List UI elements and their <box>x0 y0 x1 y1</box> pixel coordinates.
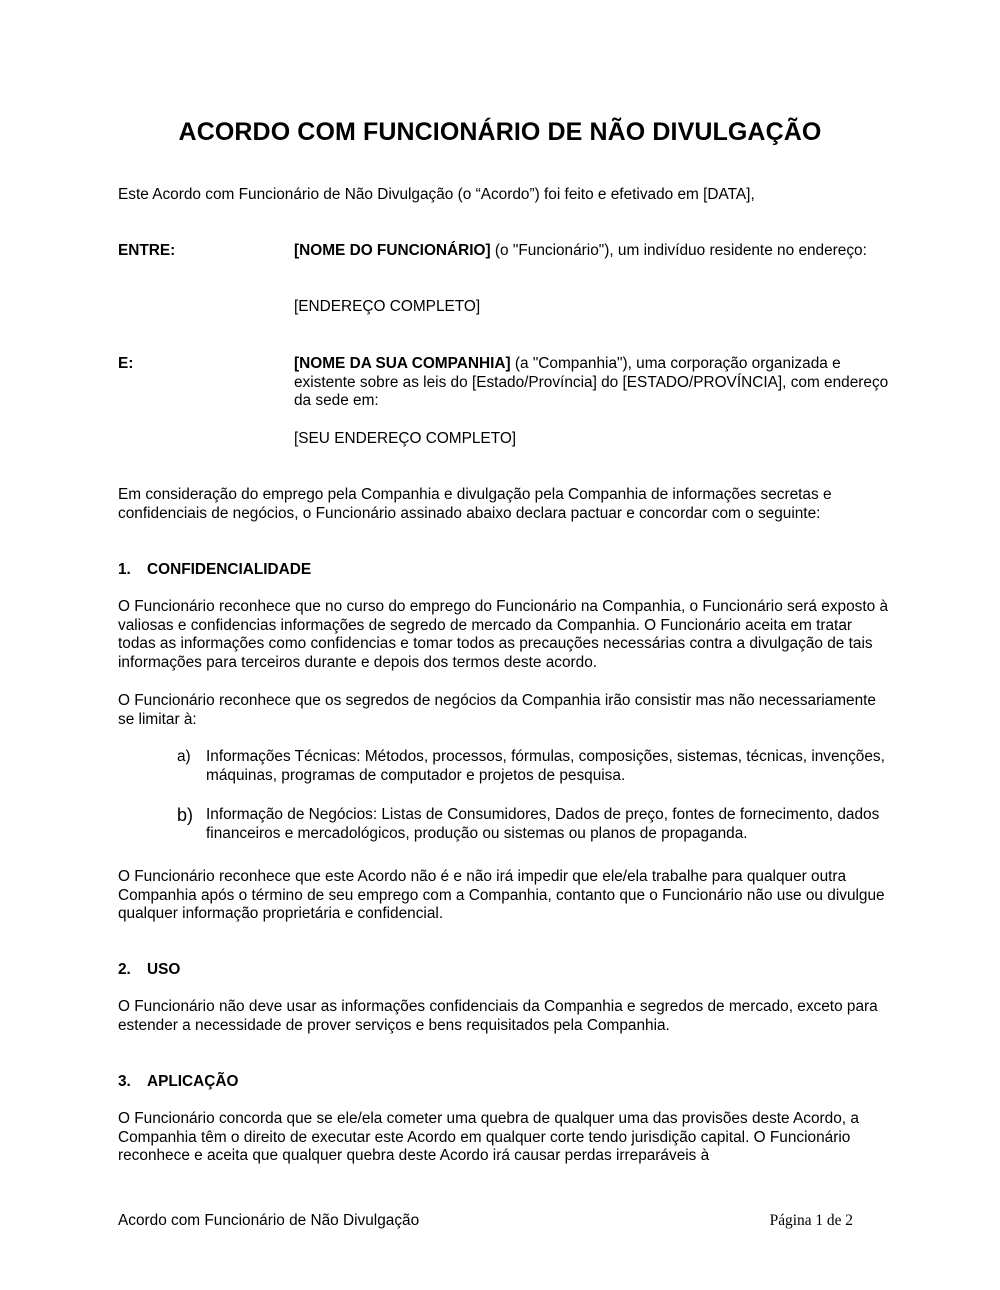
list-item: Informações Técnicas: Métodos, processos, fórmulas, composições, sistemas, técnicas, invenções, máquinas, programas de computador e projetos de pesquisa. <box>206 748 885 784</box>
section-heading-confidentiality <box>118 561 311 580</box>
section-number: 2. <box>118 961 131 978</box>
section-paragraph: O Funcionário reconhece que os segredos de negócios da Companhia irão consistir mas não necessariamente se limitar à: <box>118 692 876 728</box>
section-number: 1. <box>118 561 131 578</box>
footer-page-number: Página 1 de 2 <box>769 1212 853 1229</box>
employee-address-placeholder: [ENDEREÇO COMPLETO] <box>294 298 481 315</box>
document-title: ACORDO COM FUNCIONÁRIO DE NÃO DIVULGAÇÃO <box>178 118 822 146</box>
party-company-text <box>294 355 894 411</box>
company-name-placeholder: [NOME DA SUA COMPANHIA] <box>294 355 511 372</box>
section-title: CONFIDENCIALIDADE <box>147 561 312 578</box>
section-heading-use <box>118 961 180 980</box>
party-label-between: ENTRE: <box>118 242 176 259</box>
section-paragraph: O Funcionário concorda que se ele/ela cometer uma quebra de qualquer uma das provisões deste Acordo, a Companhia têm o direito de executar este Acordo em qualquer corte tendo jurisdição capital. O Funcionário reconhece e aceita que qualquer quebra deste Acordo irá causar perdas irreparáveis à <box>118 1110 859 1164</box>
employee-description: (o "Funcionário"), um indivíduo residente no endereço: <box>490 242 867 259</box>
company-address-placeholder: [SEU ENDEREÇO COMPLETO] <box>294 430 517 447</box>
intro-paragraph: Este Acordo com Funcionário de Não Divulgação (o “Acordo”) foi feito e efetivado em [DATA], <box>118 186 755 203</box>
section-title: USO <box>147 961 181 978</box>
section-paragraph: O Funcionário reconhece que este Acordo não é e não irá impedir que ele/ela trabalhe para qualquer outra Companhia após o término de seu emprego com a Companhia, contanto que o Funcionário não use ou divulgue qualquer informação proprietária e confidencial. <box>118 868 885 922</box>
section-heading-enforcement <box>118 1073 239 1092</box>
company-description: (a "Companhia"), uma corporação organizada e existente sobre as leis do [Estado/Província] do [ESTADO/PROVÍNCIA], com endereço da sede em: <box>294 355 889 409</box>
section-number: 3. <box>118 1073 131 1090</box>
footer-document-name: Acordo com Funcionário de Não Divulgação <box>118 1212 420 1229</box>
section-title: APLICAÇÃO <box>147 1073 239 1090</box>
party-employee-text <box>294 242 894 261</box>
section-paragraph: O Funcionário reconhece que no curso do emprego do Funcionário na Companhia, o Funcionário será exposto à valiosas e confidencias informações de segredo de mercado da Companhia. O Funcionário aceita em tratar todas as informações como confidencias e tomar todos as precauções necessárias contra a divulgação de tais informações para terceiros durante e depois dos termos deste acordo. <box>118 598 888 671</box>
list-marker: b) <box>177 805 194 825</box>
list-item: Informação de Negócios: Listas de Consumidores, Dados de preço, fontes de fornecimento, dados financeiros e mercadológicos, produção ou sistemas ou planos de propaganda. <box>206 806 880 842</box>
section-paragraph: O Funcionário não deve usar as informações confidenciais da Companhia e segredos de mercado, exceto para estender a necessidade de prover serviços e bens requisitados pela Companhia. <box>118 998 878 1034</box>
employee-name-placeholder: [NOME DO FUNCIONÁRIO] <box>294 242 491 259</box>
party-label-and: E: <box>118 355 134 372</box>
list-marker: a) <box>177 748 191 765</box>
consideration-paragraph: Em consideração do emprego pela Companhia e divulgação pela Companhia de informações secretas e confidenciais de negócios, o Funcionário assinado abaixo declara pactuar e concordar com o seguinte: <box>118 486 832 522</box>
